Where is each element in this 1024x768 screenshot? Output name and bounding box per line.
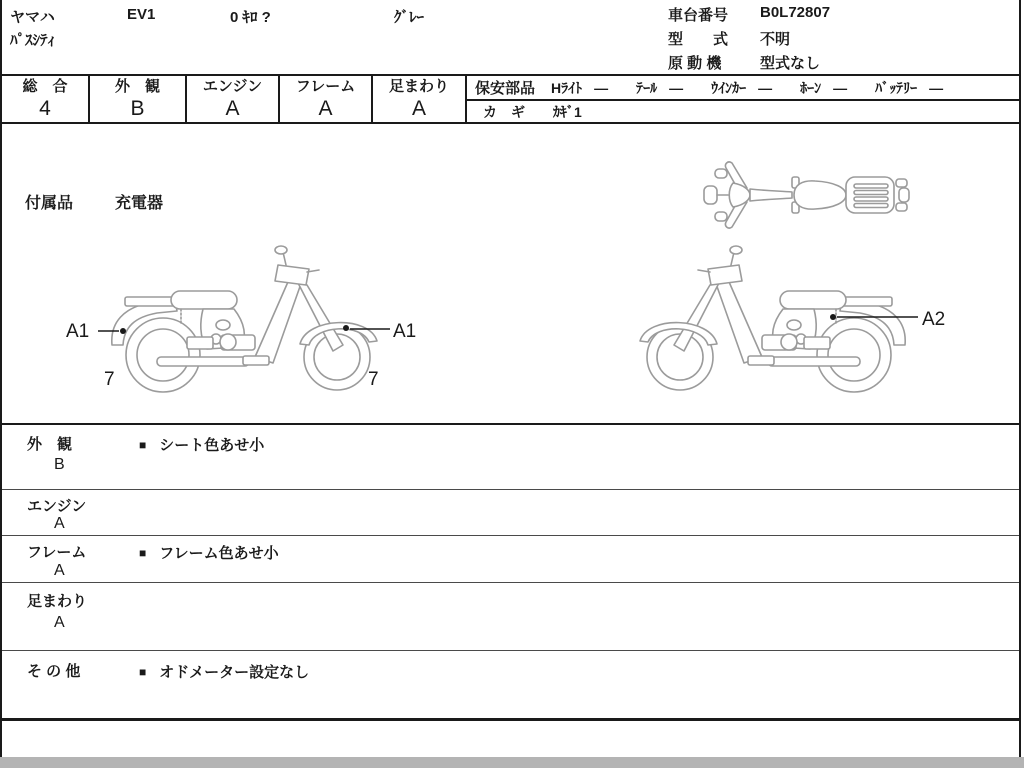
- scooter-side-left: [112, 246, 377, 392]
- type-row: [668, 28, 790, 49]
- scooter-top-view: [704, 162, 909, 228]
- safety-item-tail: ﾃｰﾙ ―: [636, 79, 684, 96]
- diagram-section: [2, 124, 1019, 423]
- grade-label: エンジン: [202, 78, 263, 95]
- detail-row-empty: [2, 718, 1019, 757]
- grade-cell-undercarriage: [373, 76, 467, 122]
- chassis-label: 車台番号: [668, 7, 729, 24]
- model-code: EV1: [127, 6, 156, 23]
- safety-parts-cell: [467, 76, 1019, 122]
- vehicle-diagrams: [2, 124, 1019, 423]
- grade-value: A: [225, 97, 240, 120]
- accessories-value: 充電器: [115, 195, 164, 212]
- right-border: [1019, 0, 1021, 757]
- detail-grade: A: [54, 614, 65, 631]
- grade-table: [2, 74, 1019, 124]
- note-text: オドメーター設定なし: [159, 664, 310, 681]
- body-color: ｸﾞﾚｰ: [394, 9, 425, 26]
- safety-item-winker: ｳｲﾝｶｰ ―: [711, 79, 773, 96]
- detail-row-engine: [2, 489, 1019, 535]
- annotation-7-left: 7: [104, 369, 115, 390]
- grade-label: 総 合: [22, 78, 68, 95]
- annotation-a1-left: A1: [66, 321, 90, 342]
- grade-value: B: [130, 97, 145, 120]
- detail-rows: [2, 423, 1019, 757]
- grade-value: A: [411, 97, 426, 120]
- left-border: [0, 0, 2, 757]
- detail-note: [139, 542, 279, 563]
- chassis-number: B0L72807: [760, 4, 831, 21]
- note-bullet: ■: [139, 664, 147, 679]
- grade-value: A: [318, 97, 333, 120]
- model-name: ﾊﾟｽｼﾃｨ: [10, 32, 56, 49]
- note-text: フレーム色あせ小: [159, 545, 279, 562]
- safety-parts-label: 保安部品: [475, 80, 536, 98]
- type-label: 型 式: [668, 31, 729, 48]
- grade-label: 足まわり: [388, 78, 449, 95]
- detail-label: 足まわり: [27, 593, 88, 610]
- annotation-a1-right: A1: [393, 321, 417, 342]
- detail-grade: A: [54, 515, 65, 532]
- grade-cell-overall: [2, 76, 90, 122]
- detail-grade: A: [54, 562, 65, 579]
- safety-item-headlight: Hﾗｲﾄ ―: [551, 79, 609, 96]
- grade-cell-frame: [280, 76, 373, 122]
- key-row: [467, 99, 1019, 122]
- grade-value: 4: [39, 97, 51, 120]
- maker-name: ヤマハ: [10, 9, 55, 26]
- chassis-row: [668, 4, 830, 25]
- footer-strip: [0, 757, 1024, 768]
- engine-value: 型式なし: [760, 55, 821, 72]
- detail-row-exterior: [2, 423, 1019, 489]
- key-value: ｶｷﾞ1: [553, 103, 582, 120]
- annotation-7-right: 7: [368, 369, 379, 390]
- engine-label: 原 動 機: [668, 55, 722, 72]
- mileage-value: 0 ｷﾛ ?: [230, 9, 271, 26]
- detail-note: [139, 434, 264, 455]
- detail-note: [139, 661, 309, 682]
- type-value: 不明: [760, 31, 791, 48]
- detail-grade: B: [54, 456, 65, 473]
- detail-row-frame: [2, 535, 1019, 582]
- safety-parts-row: [467, 76, 1019, 99]
- detail-row-undercarriage: [2, 582, 1019, 650]
- detail-row-other: [2, 650, 1019, 718]
- grade-cell-engine: [187, 76, 280, 122]
- scooter-side-right: [640, 246, 905, 392]
- safety-item-battery: ﾊﾞｯﾃﾘｰ ―: [875, 79, 944, 96]
- safety-item-horn: ﾎｰﾝ ―: [800, 79, 848, 96]
- detail-label: エンジン: [27, 498, 87, 515]
- note-text: シート色あせ小: [159, 437, 265, 454]
- accessories-label: 付属品: [25, 195, 74, 212]
- detail-label: フレーム: [27, 544, 87, 561]
- detail-label: 外 観: [27, 436, 73, 453]
- key-label: カ ギ: [483, 103, 525, 120]
- grade-label: 外 観: [114, 78, 160, 95]
- annotation-a2: A2: [922, 309, 946, 330]
- header: [2, 0, 1019, 74]
- grade-cell-exterior: [90, 76, 187, 122]
- grade-label: フレーム: [295, 78, 356, 95]
- note-bullet: ■: [139, 437, 147, 452]
- engine-row: [668, 52, 820, 73]
- note-bullet: ■: [139, 545, 147, 560]
- detail-label: そ の 他: [27, 663, 81, 680]
